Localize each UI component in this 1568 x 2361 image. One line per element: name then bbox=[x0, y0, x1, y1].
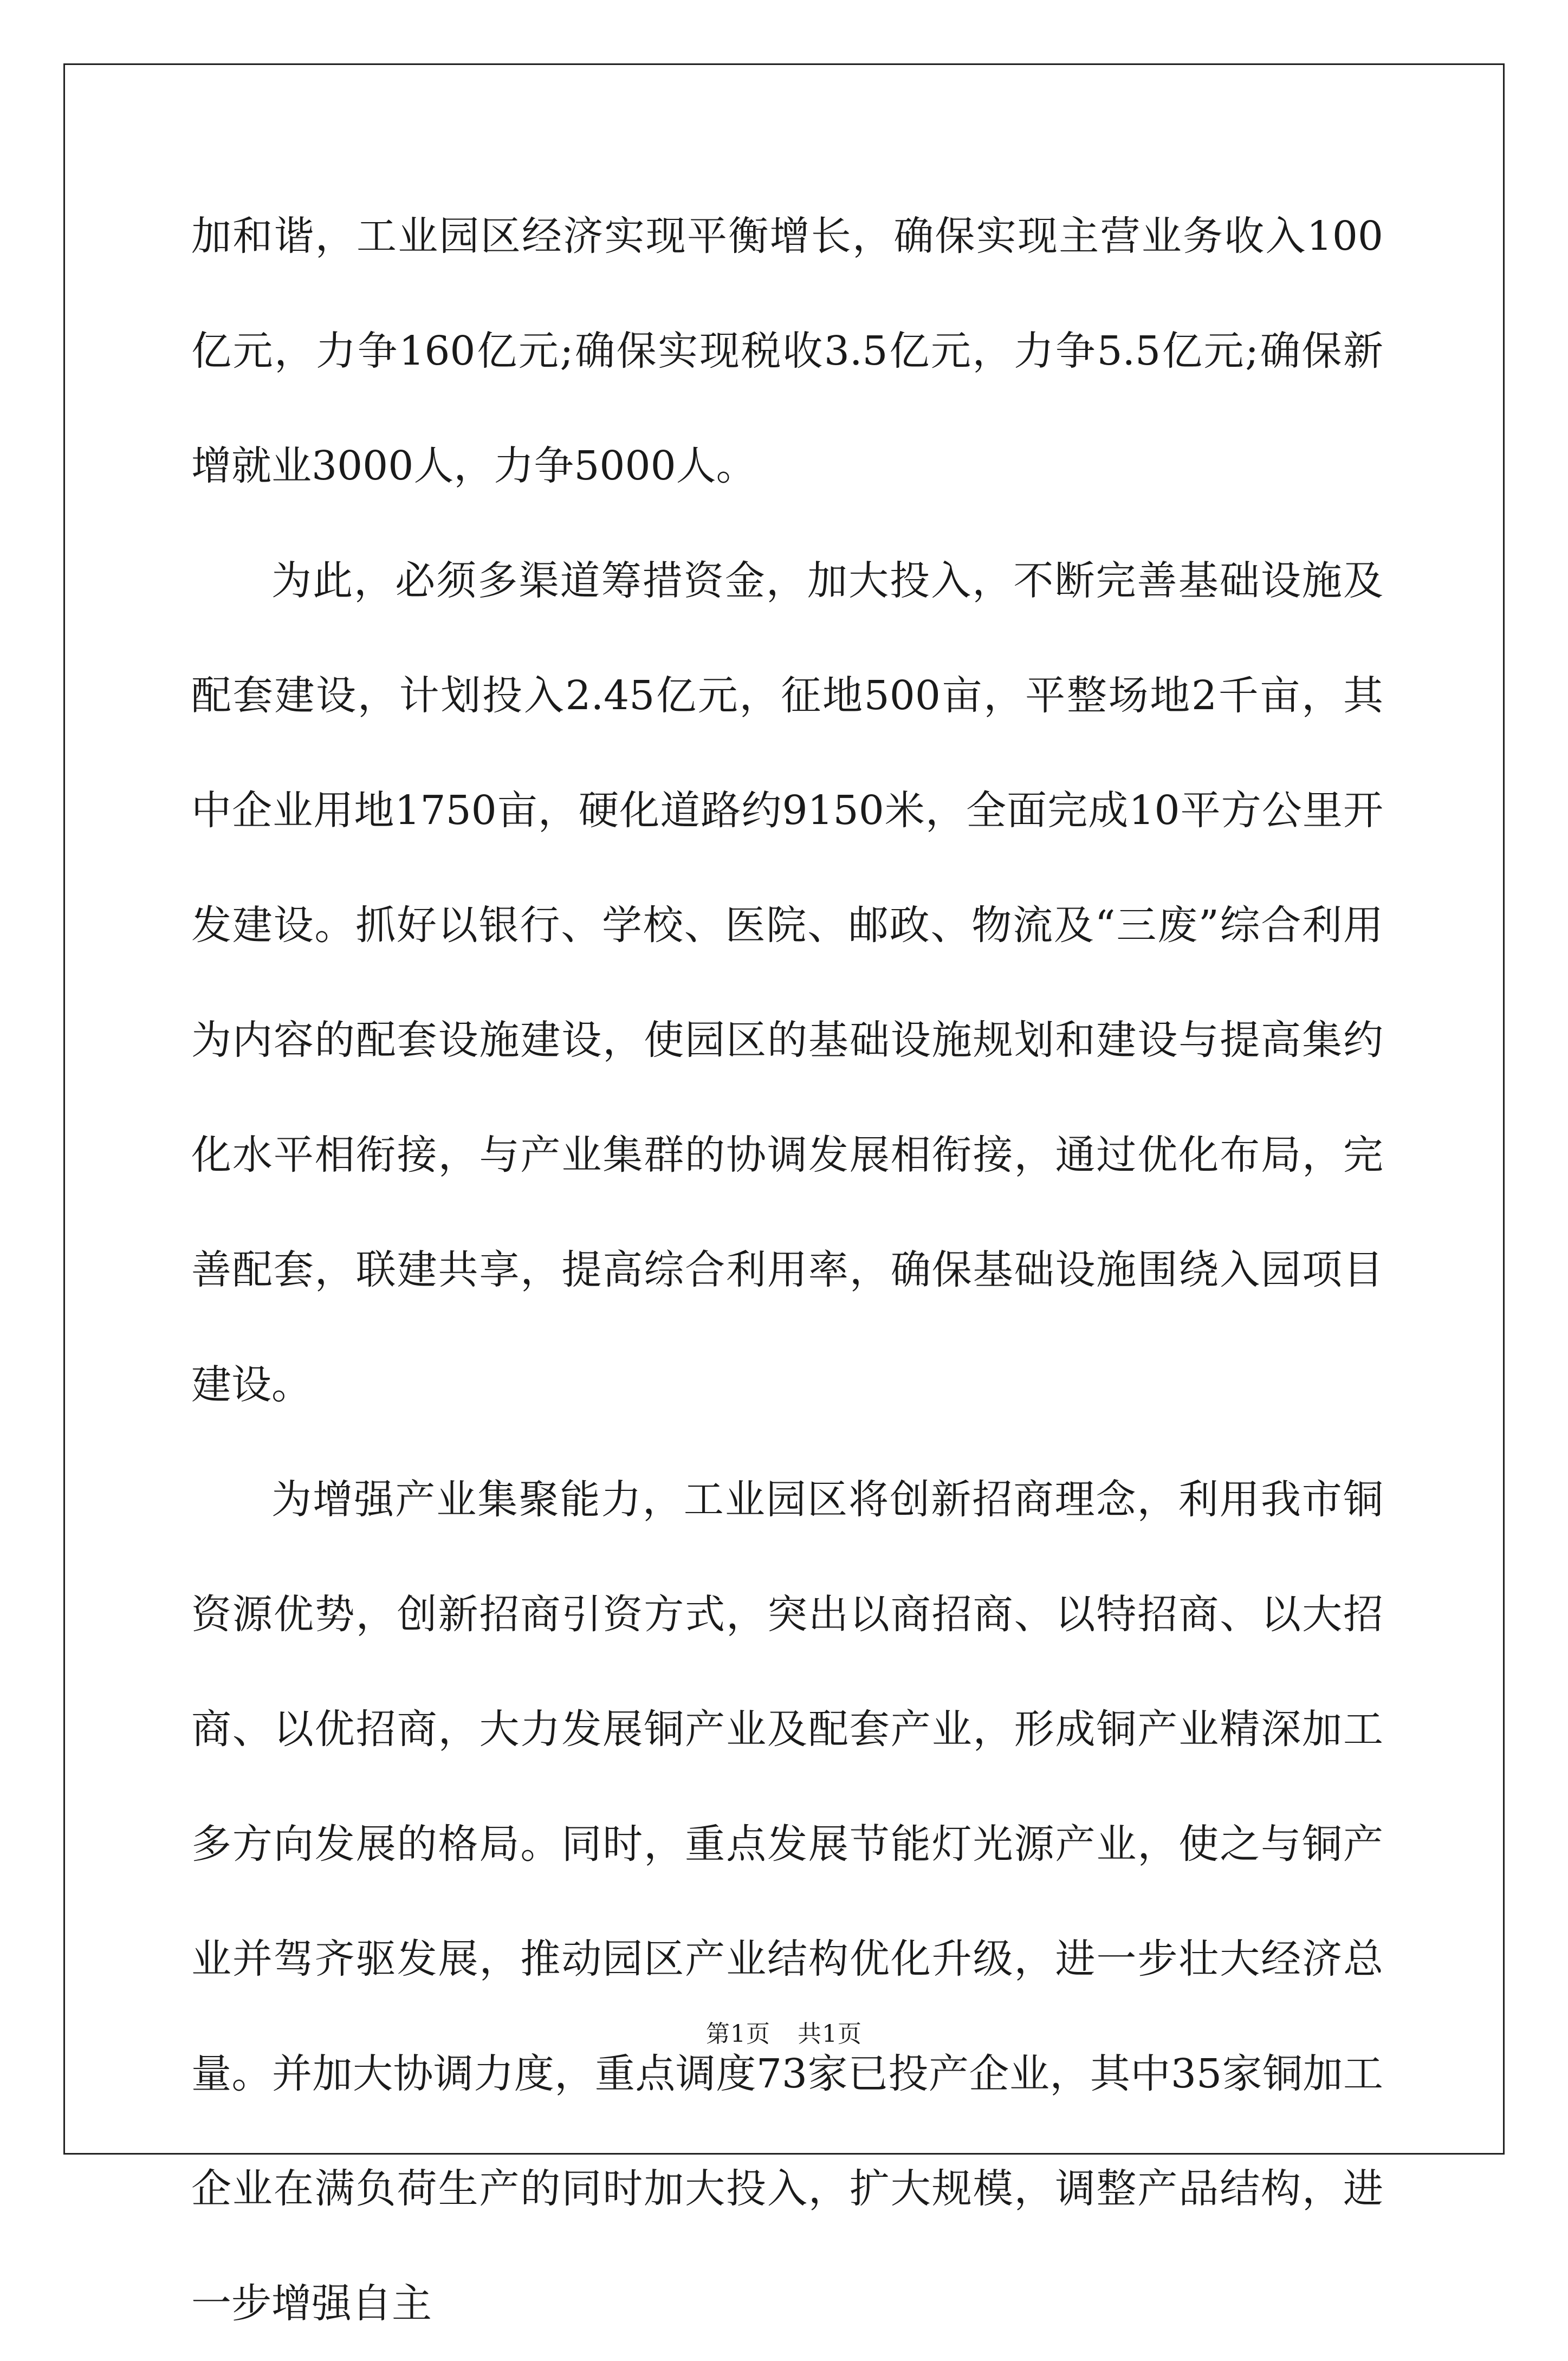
page-number: 第1页 bbox=[706, 2020, 770, 2048]
paragraph-1: 加和谐，工业园区经济实现平衡增长，确保实现主营业务收入100亿元，力争160亿元;确保实现税收3.5亿元，力争5.5亿元;确保新增就业3000人，力争5000人。 bbox=[191, 213, 1383, 489]
paragraph-2: 为此，必须多渠道筹措资金，加大投入，不断完善基础设施及配套建设，计划投入2.45亿元，征地500亩，平整场地2千亩，其中企业用地1750亩，硬化道路约9150米，全面完成10平方公里开发建设。抓好以银行、学校、医院、邮政、物流及“三废”综合利用为内容的配套设施建设，使园区的基础设施规划和建设与提高集约化水平相衔接，与产业集群的协调发展相衔接，通过优化布局，完善配套，联建共享，提高综合利用率，确保基础设施围绕入园项目建设。 bbox=[191, 557, 1383, 1408]
page-footer bbox=[0, 2014, 1568, 2049]
page-total: 共1页 bbox=[798, 2020, 862, 2048]
paragraph-3: 为增强产业集聚能力，工业园区将创新招商理念，利用我市铜资源优势，创新招商引资方式，突出以商招商、以特招商、以大招商、以优招商，大力发展铜产业及配套产业，形成铜产业精深加工多方向发展的格局。同时，重点发展节能灯光源产业，使之与铜产业并驾齐驱发展，推动园区产业结构优化升级，进一步壮大经济总量。并加大协调力度，重点调度73家已投产企业，其中35家铜加工企业在满负荷生产的同时加大投入，扩大规模，调整产品结构，进一步增强自主 bbox=[191, 1476, 1383, 2327]
